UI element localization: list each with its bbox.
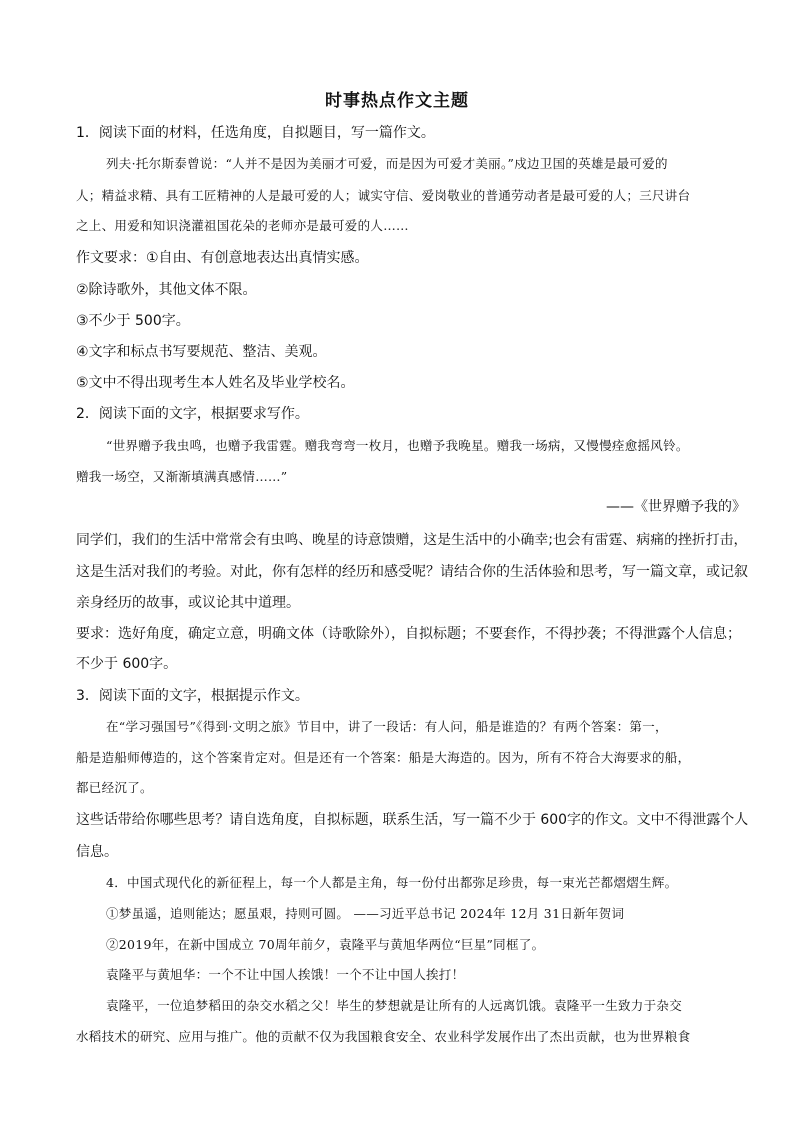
q3-material-line: 船是造船师傅造的，这个答案肯定对。但是还有一个答案：船是大海造的。因为，所有不符合大海要求的船， [76, 750, 691, 765]
q2-requirement: 不少于 600字。 [76, 656, 178, 672]
q3-material-line: 都已经沉了。 [76, 780, 153, 795]
q3-material-line: 在“学习强国号”《得到·文明之旅》节目中，讲了一段话：有人问，船是谁造的？有两个答案：第一， [106, 719, 668, 734]
q1-material-line: 人；精益求精、具有工匠精神的人是最可爱的人；诚实守信、爱岗敬业的普通劳动者是最可爱的人；三尺讲台 [76, 188, 691, 203]
q2-paragraph-line: 亲身经历的故事，或议论其中道理。 [76, 595, 300, 611]
q2-requirement: 要求：选好角度，确定立意，明确文体（诗歌除外），自拟标题；不要套作，不得抄袭；不得泄露个人信息； [76, 626, 741, 642]
q3-paragraph-line: 信息。 [76, 844, 118, 860]
q1-requirement: ③不少于 500字。 [76, 313, 190, 329]
q2-prompt: 2．阅读下面的文字，根据要求写作。 [76, 406, 309, 422]
q1-requirement: ②除诗歌外，其他文体不限。 [76, 282, 257, 298]
q4-line: ①梦虽遥，追则能达；愿虽艰，持则可圆。 ——习近平总书记 2024年 12月 31日新年贺词 [106, 906, 625, 921]
q4-line: 4．中国式现代化的新征程上，每一个人都是主角，每一份付出都弥足珍贵，每一束光芒都熠熠生辉。 [106, 875, 678, 890]
q3-paragraph-line: 这些话带给你哪些思考？请自选角度，自拟标题，联系生活，写一篇不少于 600字的作文。文中不得泄露个人 [76, 812, 749, 828]
page-title: 时事热点作文主题 [325, 91, 469, 111]
q4-line: 水稻技术的研究、应用与推广。他的贡献不仅为我国粮食安全、农业科学发展作出了杰出贡献，也为世界粮食 [76, 1029, 691, 1044]
q1-requirement: 作文要求：①自由、有创意地表达出真情实感。 [76, 250, 369, 266]
q1-requirement: ⑤文中不得出现考生本人姓名及毕业学校名。 [76, 375, 355, 391]
q2-paragraph-line: 同学们，我们的生活中常常会有虫鸣、晚星的诗意馈赠，这是生活中的小确幸;也会有雷霆、病痛的挫折打击， [76, 532, 748, 548]
q1-prompt: 1．阅读下面的材料，任选角度，自拟题目，写一篇作文。 [76, 125, 435, 141]
q2-source: ——《世界赠予我的》 [606, 499, 746, 515]
q4-line: 袁隆平与黄旭华：一个不让中国人挨饿！一个不让中国人挨打！ [106, 967, 465, 982]
q2-material-line: 赠我一场空，又渐渐填满真感情……” [76, 469, 288, 484]
q4-line: ②2019年，在新中国成立 70周年前夕，袁隆平与黄旭华两位“巨星”同框了。 [106, 937, 545, 952]
q1-material-line: 列夫·托尔斯泰曾说：“人并不是因为美丽才可爱，而是因为可爱才美丽。”戍边卫国的英雄是最可爱的 [106, 156, 668, 171]
q1-requirement: ④文字和标点书写要规范、整洁、美观。 [76, 344, 327, 360]
q1-material-line: 之上、用爱和知识浇灌祖国花朵的老师亦是最可爱的人…… [76, 218, 409, 233]
q4-line: 袁隆平，一位追梦稻田的杂交水稻之父！毕生的梦想就是让所有的人远离饥饿。袁隆平一生致力于杂交 [106, 998, 683, 1013]
q2-material-line: “世界赠予我虫鸣，也赠予我雷霆。赠我弯弯一枚月，也赠予我晚星。赠我一场病，又慢慢痊愈摇风铃。 [106, 438, 689, 453]
q2-paragraph-line: 这是生活对我们的考验。对此，你有怎样的经历和感受呢？请结合你的生活体验和思考，写一篇文章，或记叙 [76, 564, 748, 580]
q3-prompt: 3．阅读下面的文字，根据提示作文。 [76, 688, 309, 704]
